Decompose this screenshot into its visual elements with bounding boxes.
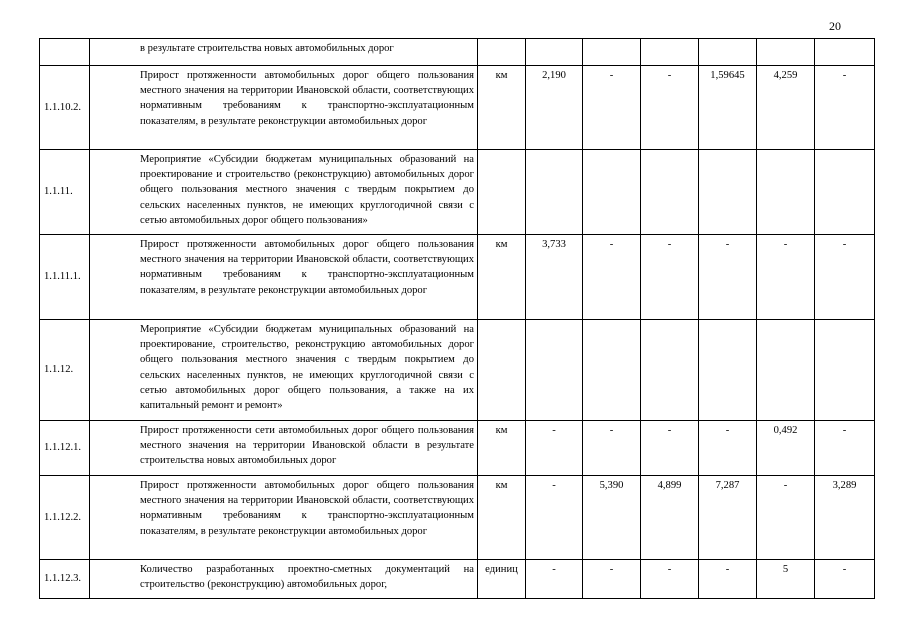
row-value-6: -: [815, 560, 875, 599]
row-value-2: 5,390: [583, 476, 641, 560]
row-code: 1.1.12.1.: [40, 421, 90, 476]
row-value-6: -: [815, 421, 875, 476]
row-value-2: [583, 39, 641, 66]
row-value-4: [699, 320, 757, 421]
row-value-1: 2,190: [526, 66, 583, 150]
row-value-2: -: [583, 421, 641, 476]
row-value-1: -: [526, 421, 583, 476]
row-unit: км: [478, 235, 526, 320]
row-value-1: -: [526, 476, 583, 560]
indicators-table: [39, 38, 875, 599]
row-description: Прирост протяженности автомобильных дорог общего пользования местного значения на территории Ивановской области, соответствующих нормативным требованиям к транспортно-эксплуатационным показателям, в результате реконструкции автомобильных дорог: [90, 66, 478, 150]
row-value-1: [526, 39, 583, 66]
row-value-3: [641, 320, 699, 421]
row-value-1: [526, 320, 583, 421]
row-unit: км: [478, 66, 526, 150]
row-value-6: [815, 320, 875, 421]
row-value-4: [699, 150, 757, 235]
row-unit: единиц: [478, 560, 526, 599]
row-value-6: -: [815, 66, 875, 150]
row-value-3: [641, 39, 699, 66]
row-value-4: -: [699, 235, 757, 320]
table-row: [40, 235, 875, 320]
row-value-2: [583, 320, 641, 421]
table-row: [40, 560, 875, 599]
row-value-5: -: [757, 235, 815, 320]
row-code: 1.1.11.1.: [40, 235, 90, 320]
row-value-5: 4,259: [757, 66, 815, 150]
row-code: [40, 39, 90, 66]
row-description: в результате строительства новых автомобильных дорог: [90, 39, 478, 66]
row-value-3: 4,899: [641, 476, 699, 560]
row-description: Количество разработанных проектно-сметных документаций на строительство (реконструкцию) автомобильных дорог,: [90, 560, 478, 599]
row-value-4: 1,59645: [699, 66, 757, 150]
table-row: [40, 320, 875, 421]
row-value-1: 3,733: [526, 235, 583, 320]
row-code: 1.1.10.2.: [40, 66, 90, 150]
row-value-3: -: [641, 66, 699, 150]
row-description: Мероприятие «Субсидии бюджетам муниципальных образований на проектирование, строительство, реконструкцию автомобильных дорог общего пользования местного значения с твердым покрытием до сельских населенных пунктов, не имеющих круглогодичной связи с сетью автомобильных дорог общего пользования, а также на их капитальный ремонт и ремонт»: [90, 320, 478, 421]
row-code: 1.1.12.: [40, 320, 90, 421]
row-unit: [478, 39, 526, 66]
row-value-5: [757, 39, 815, 66]
row-code: 1.1.11.: [40, 150, 90, 235]
row-value-4: 7,287: [699, 476, 757, 560]
row-description: Мероприятие «Субсидии бюджетам муниципальных образований на проектирование и строительство (реконструкцию) автомобильных дорог общего пользования местного значения с твердым покрытием до сельских населенных пунктов, не имеющих круглогодичной связи с сетью автомобильных дорог общего пользования»: [90, 150, 478, 235]
row-value-1: -: [526, 560, 583, 599]
row-value-4: [699, 39, 757, 66]
row-value-5: 0,492: [757, 421, 815, 476]
row-value-5: -: [757, 476, 815, 560]
row-unit: [478, 150, 526, 235]
table-row: [40, 150, 875, 235]
row-value-2: -: [583, 560, 641, 599]
row-value-6: [815, 150, 875, 235]
row-value-5: [757, 150, 815, 235]
table-row: [40, 421, 875, 476]
page-number: 20: [829, 19, 841, 33]
table-row: [40, 476, 875, 560]
row-description: Прирост протяженности автомобильных дорог общего пользования местного значения на территории Ивановской области, соответствующих нормативным требованиям к транспортно-эксплуатационным показателям, в результате реконструкции автомобильных дорог: [90, 476, 478, 560]
table-row: [40, 66, 875, 150]
row-value-3: [641, 150, 699, 235]
row-description: Прирост протяженности автомобильных дорог общего пользования местного значения на территории Ивановской области, соответствующих нормативным требованиям к транспортно-эксплуатационным показателям, в результате реконструкции автомобильных дорог: [90, 235, 478, 320]
row-value-4: -: [699, 421, 757, 476]
row-value-2: -: [583, 235, 641, 320]
row-value-2: [583, 150, 641, 235]
row-value-6: -: [815, 235, 875, 320]
row-value-5: [757, 320, 815, 421]
row-value-6: 3,289: [815, 476, 875, 560]
row-unit: км: [478, 421, 526, 476]
row-value-3: -: [641, 235, 699, 320]
table-row: [40, 39, 875, 66]
row-code: 1.1.12.2.: [40, 476, 90, 560]
row-unit: км: [478, 476, 526, 560]
row-value-1: [526, 150, 583, 235]
row-value-5: 5: [757, 560, 815, 599]
row-value-4: -: [699, 560, 757, 599]
row-description: Прирост протяженности сети автомобильных дорог общего пользования местного значения на территории Ивановской области в результате строительства новых автомобильных дорог: [90, 421, 478, 476]
row-value-3: -: [641, 560, 699, 599]
row-code: 1.1.12.3.: [40, 560, 90, 599]
row-value-6: [815, 39, 875, 66]
row-value-3: -: [641, 421, 699, 476]
row-value-2: -: [583, 66, 641, 150]
row-unit: [478, 320, 526, 421]
